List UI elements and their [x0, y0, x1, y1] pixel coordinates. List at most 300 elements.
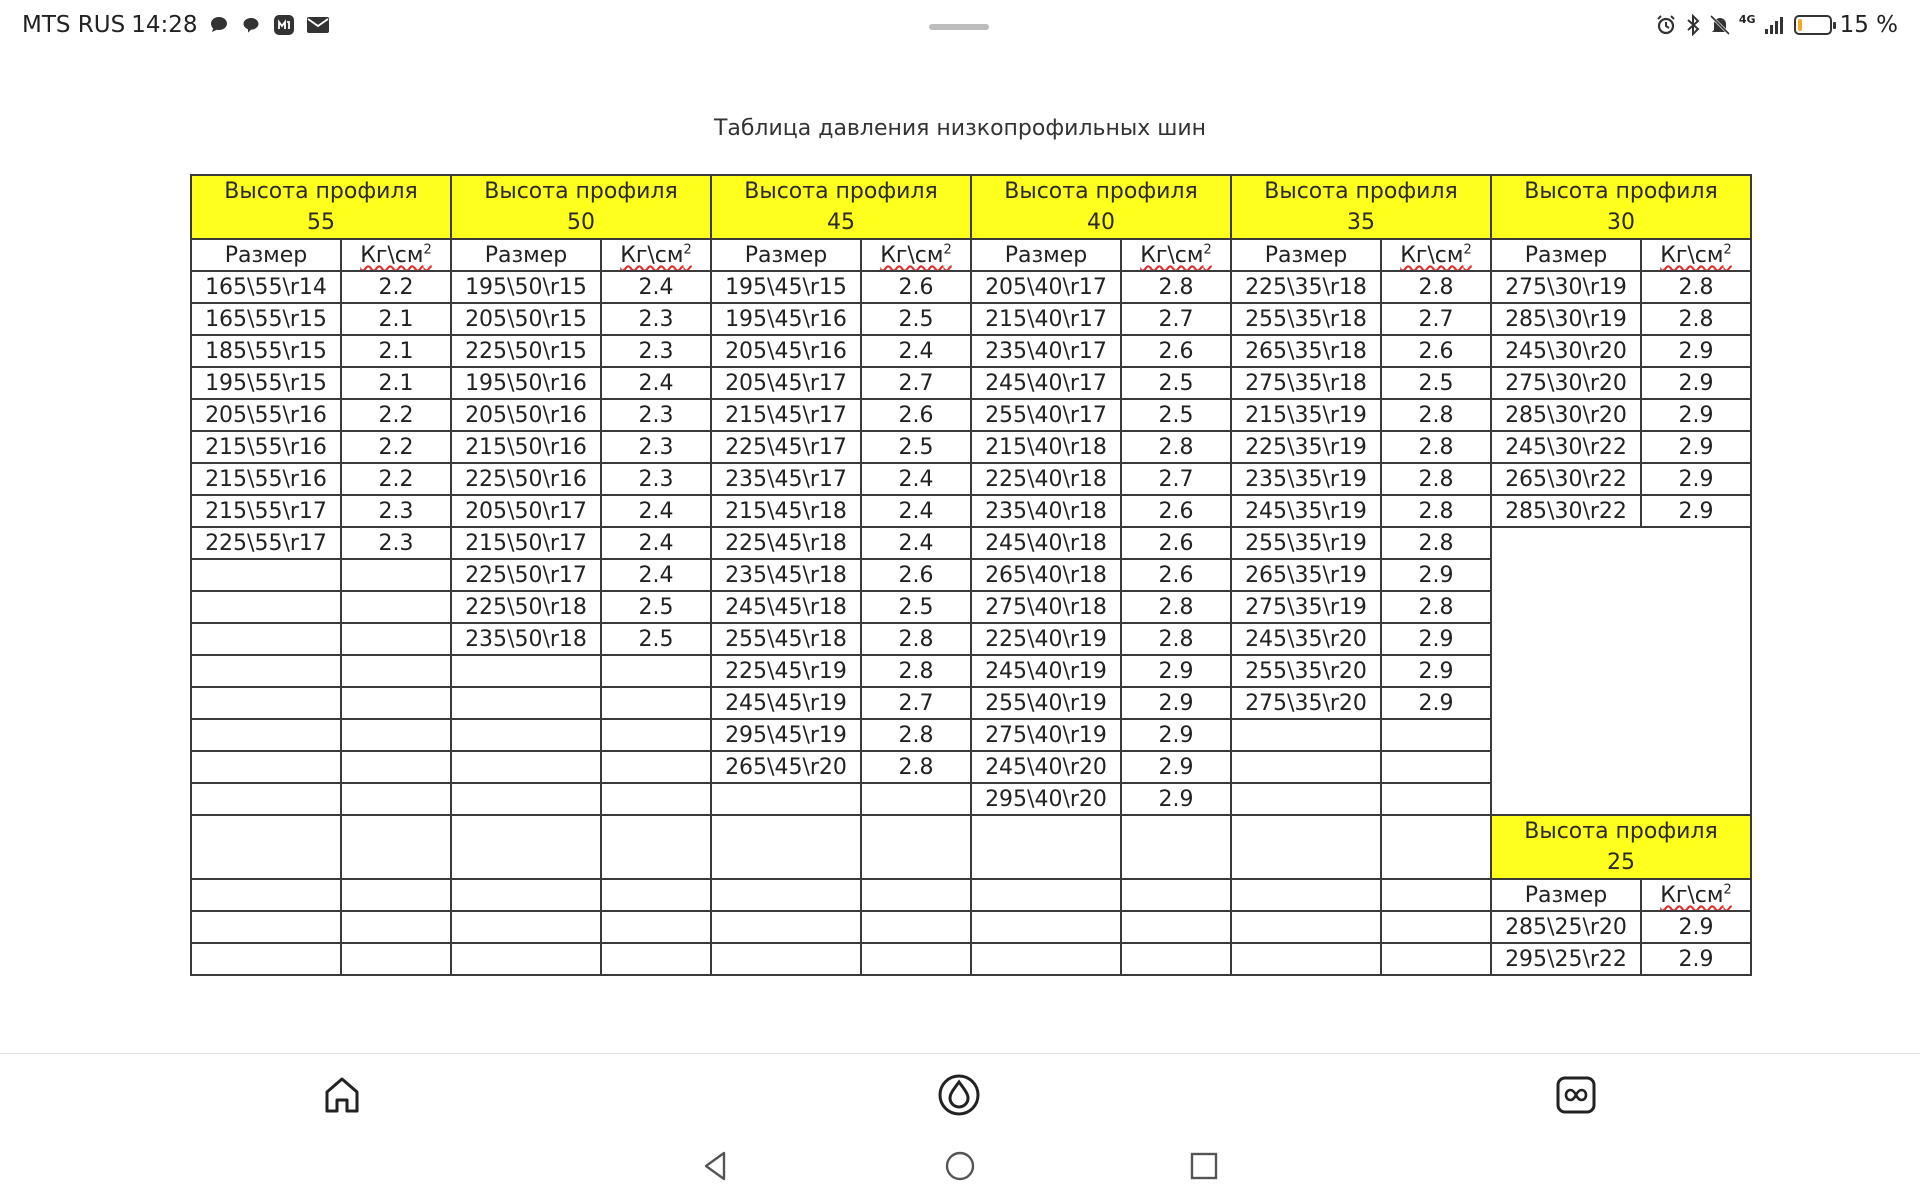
tyre-size-cell: 265\40\r18 — [971, 559, 1121, 591]
pressure-cell: 2.7 — [1121, 303, 1231, 335]
status-left — [22, 12, 330, 38]
empty-cell — [861, 815, 971, 879]
unit-column-header — [861, 239, 971, 271]
tyre-size-cell: 255\40\r17 — [971, 399, 1121, 431]
table-row — [191, 335, 1751, 367]
tyre-size-cell: 245\40\r17 — [971, 367, 1121, 399]
empty-cell — [1381, 911, 1491, 943]
size-column-header: Размер — [971, 239, 1121, 271]
pressure-cell: 2.9 — [1121, 751, 1231, 783]
empty-cell — [191, 751, 341, 783]
empty-cell — [451, 879, 601, 911]
size-column-header: Размер — [1491, 239, 1641, 271]
tyre-size-cell: 285\30\r22 — [1491, 495, 1641, 527]
profile-header-label: Высота профиля — [1524, 179, 1718, 204]
table-row — [191, 399, 1751, 431]
pressure-cell: 2.3 — [601, 463, 711, 495]
pressure-cell: 2.9 — [1381, 623, 1491, 655]
empty-cell — [601, 943, 711, 975]
blank-area — [1491, 527, 1751, 815]
tyre-size-cell: 235\35\r19 — [1231, 463, 1381, 495]
profile-header-label: Высота профиля — [1004, 179, 1198, 204]
pressure-cell: 2.4 — [861, 495, 971, 527]
tyre-size-cell: 245\35\r20 — [1231, 623, 1381, 655]
table-row — [191, 463, 1751, 495]
empty-cell — [1231, 943, 1381, 975]
empty-cell — [601, 655, 711, 687]
tyre-size-cell: 275\30\r19 — [1491, 271, 1641, 303]
extra-subheader-row — [191, 879, 1751, 911]
empty-cell — [451, 911, 601, 943]
empty-cell — [191, 815, 341, 879]
status-bar — [0, 0, 1920, 56]
tyre-size-cell: 215\35\r19 — [1231, 399, 1381, 431]
tyre-size-cell: 245\40\r18 — [971, 527, 1121, 559]
empty-cell — [1121, 911, 1231, 943]
size-column-header: Размер — [1231, 239, 1381, 271]
table-row — [191, 431, 1751, 463]
empty-cell — [1231, 751, 1381, 783]
tyre-size-cell: 235\40\r17 — [971, 335, 1121, 367]
profile-header — [191, 175, 451, 239]
tyre-size-cell: 295\45\r19 — [711, 719, 861, 751]
unit-label: $Кг\backslash см^2$ — [1140, 242, 1212, 268]
empty-cell — [971, 879, 1121, 911]
pressure-cell: 2.8 — [1381, 271, 1491, 303]
empty-cell — [1231, 911, 1381, 943]
empty-cell — [341, 687, 451, 719]
empty-cell — [711, 911, 861, 943]
empty-cell — [191, 687, 341, 719]
tyre-size-cell: 225\50\r15 — [451, 335, 601, 367]
unit-label: $Кг\backslash см^2$ — [1660, 242, 1732, 268]
tyre-size-cell: 225\45\r19 — [711, 655, 861, 687]
pressure-cell: 2.9 — [1121, 655, 1231, 687]
chat-bubble-icon — [208, 14, 230, 36]
tyre-size-cell: 225\45\r18 — [711, 527, 861, 559]
empty-cell — [341, 783, 451, 815]
empty-cell — [601, 879, 711, 911]
tyre-size-cell: 215\45\r18 — [711, 495, 861, 527]
empty-cell — [1121, 943, 1231, 975]
recents-icon[interactable] — [1188, 1150, 1220, 1182]
carrier-label: MTS RUS — [22, 12, 126, 38]
unit-superscript: 2 — [1463, 242, 1472, 258]
pressure-cell: 2.6 — [1121, 527, 1231, 559]
pressure-cell: 2.6 — [861, 399, 971, 431]
pressure-cell: 2.5 — [1121, 399, 1231, 431]
empty-cell — [341, 719, 451, 751]
tyre-size-cell: 195\45\r16 — [711, 303, 861, 335]
profile-header — [451, 175, 711, 239]
pressure-cell: 2.3 — [601, 399, 711, 431]
pressure-cell: 2.5 — [601, 591, 711, 623]
profile-header-value: 50 — [567, 210, 595, 235]
tyre-size-cell: 245\35\r19 — [1231, 495, 1381, 527]
alarm-icon — [1655, 14, 1677, 36]
empty-cell — [1381, 719, 1491, 751]
tyre-size-cell: 245\45\r18 — [711, 591, 861, 623]
pressure-cell: 2.7 — [861, 687, 971, 719]
empty-cell — [971, 911, 1121, 943]
empty-cell — [601, 687, 711, 719]
unit-column-header — [601, 239, 711, 271]
profile-header-value: 25 — [1607, 850, 1635, 875]
empty-cell — [451, 655, 601, 687]
tyre-size-cell: 275\35\r19 — [1231, 591, 1381, 623]
pressure-cell: 2.4 — [861, 463, 971, 495]
tyre-size-cell: 255\35\r18 — [1231, 303, 1381, 335]
tyre-size-cell: 165\55\r14 — [191, 271, 341, 303]
pressure-sheet — [190, 174, 1752, 976]
tyre-size-cell: 255\35\r20 — [1231, 655, 1381, 687]
nav-divider — [0, 1053, 1920, 1054]
tyre-size-cell: 225\40\r18 — [971, 463, 1121, 495]
tyre-size-cell: 205\50\r15 — [451, 303, 601, 335]
pressure-cell: 2.9 — [1381, 655, 1491, 687]
time-label: 14:28 — [131, 12, 198, 38]
table-row — [191, 527, 1751, 559]
pressure-cell: 2.2 — [341, 431, 451, 463]
battery-icon — [1794, 15, 1832, 35]
size-column-header: Размер — [711, 239, 861, 271]
app-icon — [272, 13, 296, 37]
profile-header-label: Высота профиля — [484, 179, 678, 204]
pressure-cell: 2.9 — [1641, 495, 1751, 527]
table-row — [191, 495, 1751, 527]
size-column-header: Размер — [1491, 879, 1641, 911]
tyre-size-cell: 225\50\r18 — [451, 591, 601, 623]
pressure-cell: 2.8 — [1121, 271, 1231, 303]
assistant-icon[interactable] — [937, 1073, 981, 1117]
empty-cell — [1231, 879, 1381, 911]
table-row — [191, 367, 1751, 399]
empty-cell — [861, 783, 971, 815]
pressure-cell: 2.5 — [861, 303, 971, 335]
empty-cell — [341, 911, 451, 943]
empty-cell — [711, 783, 861, 815]
pressure-cell: 2.3 — [601, 303, 711, 335]
empty-cell — [711, 943, 861, 975]
pressure-cell: 2.8 — [861, 655, 971, 687]
pressure-cell: 2.4 — [601, 367, 711, 399]
tyre-size-cell: 205\45\r17 — [711, 367, 861, 399]
profile-header — [971, 175, 1231, 239]
pressure-cell: 2.8 — [1381, 591, 1491, 623]
tyre-size-cell: 265\45\r20 — [711, 751, 861, 783]
pressure-cell: 2.9 — [1641, 911, 1751, 943]
tyre-size-cell: 275\40\r18 — [971, 591, 1121, 623]
pressure-cell: 2.9 — [1381, 559, 1491, 591]
tyre-size-cell: 265\35\r19 — [1231, 559, 1381, 591]
tyre-size-cell: 195\55\r15 — [191, 367, 341, 399]
pressure-cell: 2.9 — [1121, 687, 1231, 719]
empty-cell — [341, 655, 451, 687]
tyre-size-cell: 195\45\r15 — [711, 271, 861, 303]
tyre-size-cell: 275\40\r19 — [971, 719, 1121, 751]
tyre-size-cell: 215\50\r16 — [451, 431, 601, 463]
pressure-cell: 2.1 — [341, 335, 451, 367]
battery-fill — [1798, 19, 1803, 31]
profile-header — [1491, 175, 1751, 239]
empty-cell — [1381, 751, 1491, 783]
empty-cell — [1121, 879, 1231, 911]
profile-header-value: 45 — [827, 210, 855, 235]
home-icon[interactable] — [320, 1073, 364, 1117]
tyre-size-cell: 215\55\r16 — [191, 463, 341, 495]
pressure-cell: 2.5 — [861, 591, 971, 623]
pressure-cell: 2.8 — [1381, 431, 1491, 463]
empty-cell — [1231, 719, 1381, 751]
tyre-size-cell: 255\40\r19 — [971, 687, 1121, 719]
tyre-size-cell: 275\35\r18 — [1231, 367, 1381, 399]
header-row — [191, 175, 1751, 239]
pressure-cell: 2.9 — [1121, 783, 1231, 815]
empty-cell — [1381, 815, 1491, 879]
pressure-cell: 2.4 — [601, 495, 711, 527]
empty-cell — [191, 879, 341, 911]
pressure-cell: 2.6 — [1121, 559, 1231, 591]
unit-label: $Кг\backslash см^2$ — [360, 242, 432, 268]
profile-header-label: Высота профиля — [744, 179, 938, 204]
pressure-cell: 2.9 — [1121, 719, 1231, 751]
pressure-cell: 2.3 — [341, 527, 451, 559]
pressure-cell: 2.6 — [861, 271, 971, 303]
back-icon[interactable] — [700, 1150, 732, 1182]
pressure-cell: 2.3 — [601, 335, 711, 367]
pressure-cell: 2.8 — [1381, 463, 1491, 495]
tyre-size-cell: 215\55\r16 — [191, 431, 341, 463]
pressure-cell: 2.5 — [1381, 367, 1491, 399]
extra-header-row — [191, 815, 1751, 879]
pressure-cell: 2.3 — [341, 495, 451, 527]
chat-bubble-icon — [240, 14, 262, 36]
unit-column-header — [341, 239, 451, 271]
pressure-cell: 2.6 — [861, 559, 971, 591]
empty-cell — [601, 815, 711, 879]
tyre-size-cell: 285\30\r19 — [1491, 303, 1641, 335]
tyre-size-cell: 275\30\r20 — [1491, 367, 1641, 399]
profile-header-value: 35 — [1347, 210, 1375, 235]
pressure-cell: 2.9 — [1641, 431, 1751, 463]
home-circle-icon[interactable] — [944, 1150, 976, 1182]
subheader-row — [191, 239, 1751, 271]
tyre-size-cell: 275\35\r20 — [1231, 687, 1381, 719]
empty-cell — [601, 719, 711, 751]
tyre-size-cell: 235\45\r18 — [711, 559, 861, 591]
tyre-size-cell: 225\50\r16 — [451, 463, 601, 495]
pressure-cell: 2.5 — [1121, 367, 1231, 399]
empty-cell — [341, 591, 451, 623]
pressure-cell: 2.8 — [861, 719, 971, 751]
pressure-cell: 2.9 — [1641, 943, 1751, 975]
tyre-size-cell: 205\40\r17 — [971, 271, 1121, 303]
table-row — [191, 303, 1751, 335]
pressure-cell: 2.2 — [341, 399, 451, 431]
pressure-cell: 2.8 — [1641, 303, 1751, 335]
unit-superscript: 2 — [943, 242, 952, 258]
pressure-cell: 2.1 — [341, 367, 451, 399]
empty-cell — [1121, 815, 1231, 879]
empty-cell — [861, 943, 971, 975]
empty-cell — [341, 943, 451, 975]
tyre-size-cell: 245\40\r20 — [971, 751, 1121, 783]
unit-superscript: 2 — [1723, 882, 1732, 898]
pressure-cell: 2.4 — [861, 527, 971, 559]
empty-cell — [191, 783, 341, 815]
empty-cell — [861, 879, 971, 911]
tyre-size-cell: 235\40\r18 — [971, 495, 1121, 527]
tyre-size-cell: 205\50\r17 — [451, 495, 601, 527]
empty-cell — [341, 559, 451, 591]
pressure-cell: 2.1 — [341, 303, 451, 335]
unit-superscript: 2 — [1723, 242, 1732, 258]
tyre-size-cell: 225\35\r19 — [1231, 431, 1381, 463]
unit-superscript: 2 — [683, 242, 692, 258]
pressure-cell: 2.5 — [601, 623, 711, 655]
pressure-cell: 2.4 — [601, 527, 711, 559]
pressure-cell: 2.7 — [861, 367, 971, 399]
empty-cell — [971, 943, 1121, 975]
pressure-cell: 2.4 — [601, 271, 711, 303]
tyre-size-cell: 205\50\r16 — [451, 399, 601, 431]
tyre-size-cell: 265\30\r22 — [1491, 463, 1641, 495]
unit-label: $Кг\backslash см^2$ — [1400, 242, 1472, 268]
profile-header — [711, 175, 971, 239]
tyre-size-cell: 195\50\r15 — [451, 271, 601, 303]
tyre-size-cell: 255\35\r19 — [1231, 527, 1381, 559]
empty-cell — [341, 879, 451, 911]
unit-column-header — [1121, 239, 1231, 271]
pressure-cell: 2.2 — [341, 271, 451, 303]
profile-header-label: Высота профиля — [1264, 179, 1458, 204]
empty-cell — [711, 815, 861, 879]
empty-cell — [1381, 879, 1491, 911]
unit-superscript: 2 — [423, 242, 432, 258]
tyre-size-cell: 225\35\r18 — [1231, 271, 1381, 303]
empty-cell — [451, 815, 601, 879]
empty-cell — [1231, 783, 1381, 815]
empty-cell — [191, 591, 341, 623]
tyre-size-cell: 215\45\r17 — [711, 399, 861, 431]
unit-label: $Кг\backslash см^2$ — [1660, 882, 1732, 908]
extra-row — [191, 911, 1751, 943]
unit-column-header — [1641, 239, 1751, 271]
pressure-cell: 2.9 — [1641, 335, 1751, 367]
pressure-cell: 2.4 — [861, 335, 971, 367]
empty-cell — [451, 751, 601, 783]
tyre-size-cell: 245\40\r19 — [971, 655, 1121, 687]
size-column-header: Размер — [451, 239, 601, 271]
tyre-size-cell: 235\45\r17 — [711, 463, 861, 495]
tyre-size-cell: 285\25\r20 — [1491, 911, 1641, 943]
tyre-size-cell: 215\50\r17 — [451, 527, 601, 559]
pressure-cell: 2.8 — [861, 751, 971, 783]
pressure-cell: 2.8 — [1121, 623, 1231, 655]
mail-icon — [306, 15, 330, 35]
empty-cell — [971, 815, 1121, 879]
empty-cell — [451, 719, 601, 751]
tyre-size-cell: 215\40\r18 — [971, 431, 1121, 463]
tyre-size-cell: 245\30\r22 — [1491, 431, 1641, 463]
tyre-size-cell: 185\55\r15 — [191, 335, 341, 367]
pressure-table — [190, 174, 1752, 976]
empty-cell — [1381, 943, 1491, 975]
empty-cell — [341, 751, 451, 783]
pressure-cell: 2.8 — [1121, 431, 1231, 463]
unit-column-header — [1641, 879, 1751, 911]
empty-cell — [341, 815, 451, 879]
pressure-cell: 2.8 — [1381, 527, 1491, 559]
pressure-cell: 2.8 — [1641, 271, 1751, 303]
screen-mirror-icon[interactable] — [1554, 1073, 1598, 1117]
profile-header-value: 30 — [1607, 210, 1635, 235]
document-title: Таблица давления низкопрофильных шин — [713, 116, 1207, 141]
tyre-size-cell: 225\40\r19 — [971, 623, 1121, 655]
pressure-cell: 2.9 — [1641, 367, 1751, 399]
tyre-size-cell: 225\50\r17 — [451, 559, 601, 591]
pressure-cell: 2.9 — [1641, 399, 1751, 431]
pressure-cell: 2.6 — [1121, 495, 1231, 527]
empty-cell — [191, 911, 341, 943]
pressure-cell: 2.3 — [601, 431, 711, 463]
tyre-size-cell: 255\45\r18 — [711, 623, 861, 655]
unit-label: $Кг\backslash см^2$ — [620, 242, 692, 268]
profile-header — [1491, 815, 1751, 879]
empty-cell — [191, 943, 341, 975]
empty-cell — [451, 783, 601, 815]
mute-icon — [1709, 14, 1731, 36]
profile-header-value: 55 — [307, 210, 335, 235]
empty-cell — [341, 623, 451, 655]
profile-header-label: Высота профиля — [1524, 819, 1718, 844]
pressure-cell: 2.6 — [1381, 335, 1491, 367]
empty-cell — [191, 559, 341, 591]
empty-cell — [191, 719, 341, 751]
tyre-size-cell: 215\40\r17 — [971, 303, 1121, 335]
status-right — [1655, 12, 1898, 38]
pressure-cell: 2.4 — [601, 559, 711, 591]
tyre-size-cell: 265\35\r18 — [1231, 335, 1381, 367]
battery-label: 15 % — [1839, 12, 1898, 38]
bluetooth-icon — [1685, 14, 1701, 36]
empty-cell — [601, 783, 711, 815]
empty-cell — [601, 751, 711, 783]
pressure-cell: 2.8 — [1121, 591, 1231, 623]
drag-handle[interactable] — [929, 24, 989, 30]
pressure-cell: 2.7 — [1121, 463, 1231, 495]
empty-cell — [1381, 783, 1491, 815]
tyre-size-cell: 225\45\r17 — [711, 431, 861, 463]
pressure-cell: 2.8 — [1381, 495, 1491, 527]
unit-superscript: 2 — [1203, 242, 1212, 258]
pressure-cell: 2.6 — [1121, 335, 1231, 367]
profile-header-value: 40 — [1087, 210, 1115, 235]
empty-cell — [861, 911, 971, 943]
extra-row — [191, 943, 1751, 975]
tyre-size-cell: 195\50\r16 — [451, 367, 601, 399]
tyre-size-cell: 245\30\r20 — [1491, 335, 1641, 367]
pressure-cell: 2.7 — [1381, 303, 1491, 335]
pressure-cell: 2.9 — [1381, 687, 1491, 719]
pressure-cell: 2.8 — [861, 623, 971, 655]
empty-cell — [1231, 815, 1381, 879]
tyre-size-cell: 285\30\r20 — [1491, 399, 1641, 431]
empty-cell — [191, 655, 341, 687]
pressure-cell: 2.9 — [1641, 463, 1751, 495]
network-type-label: 4G — [1738, 12, 1756, 26]
empty-cell — [451, 943, 601, 975]
